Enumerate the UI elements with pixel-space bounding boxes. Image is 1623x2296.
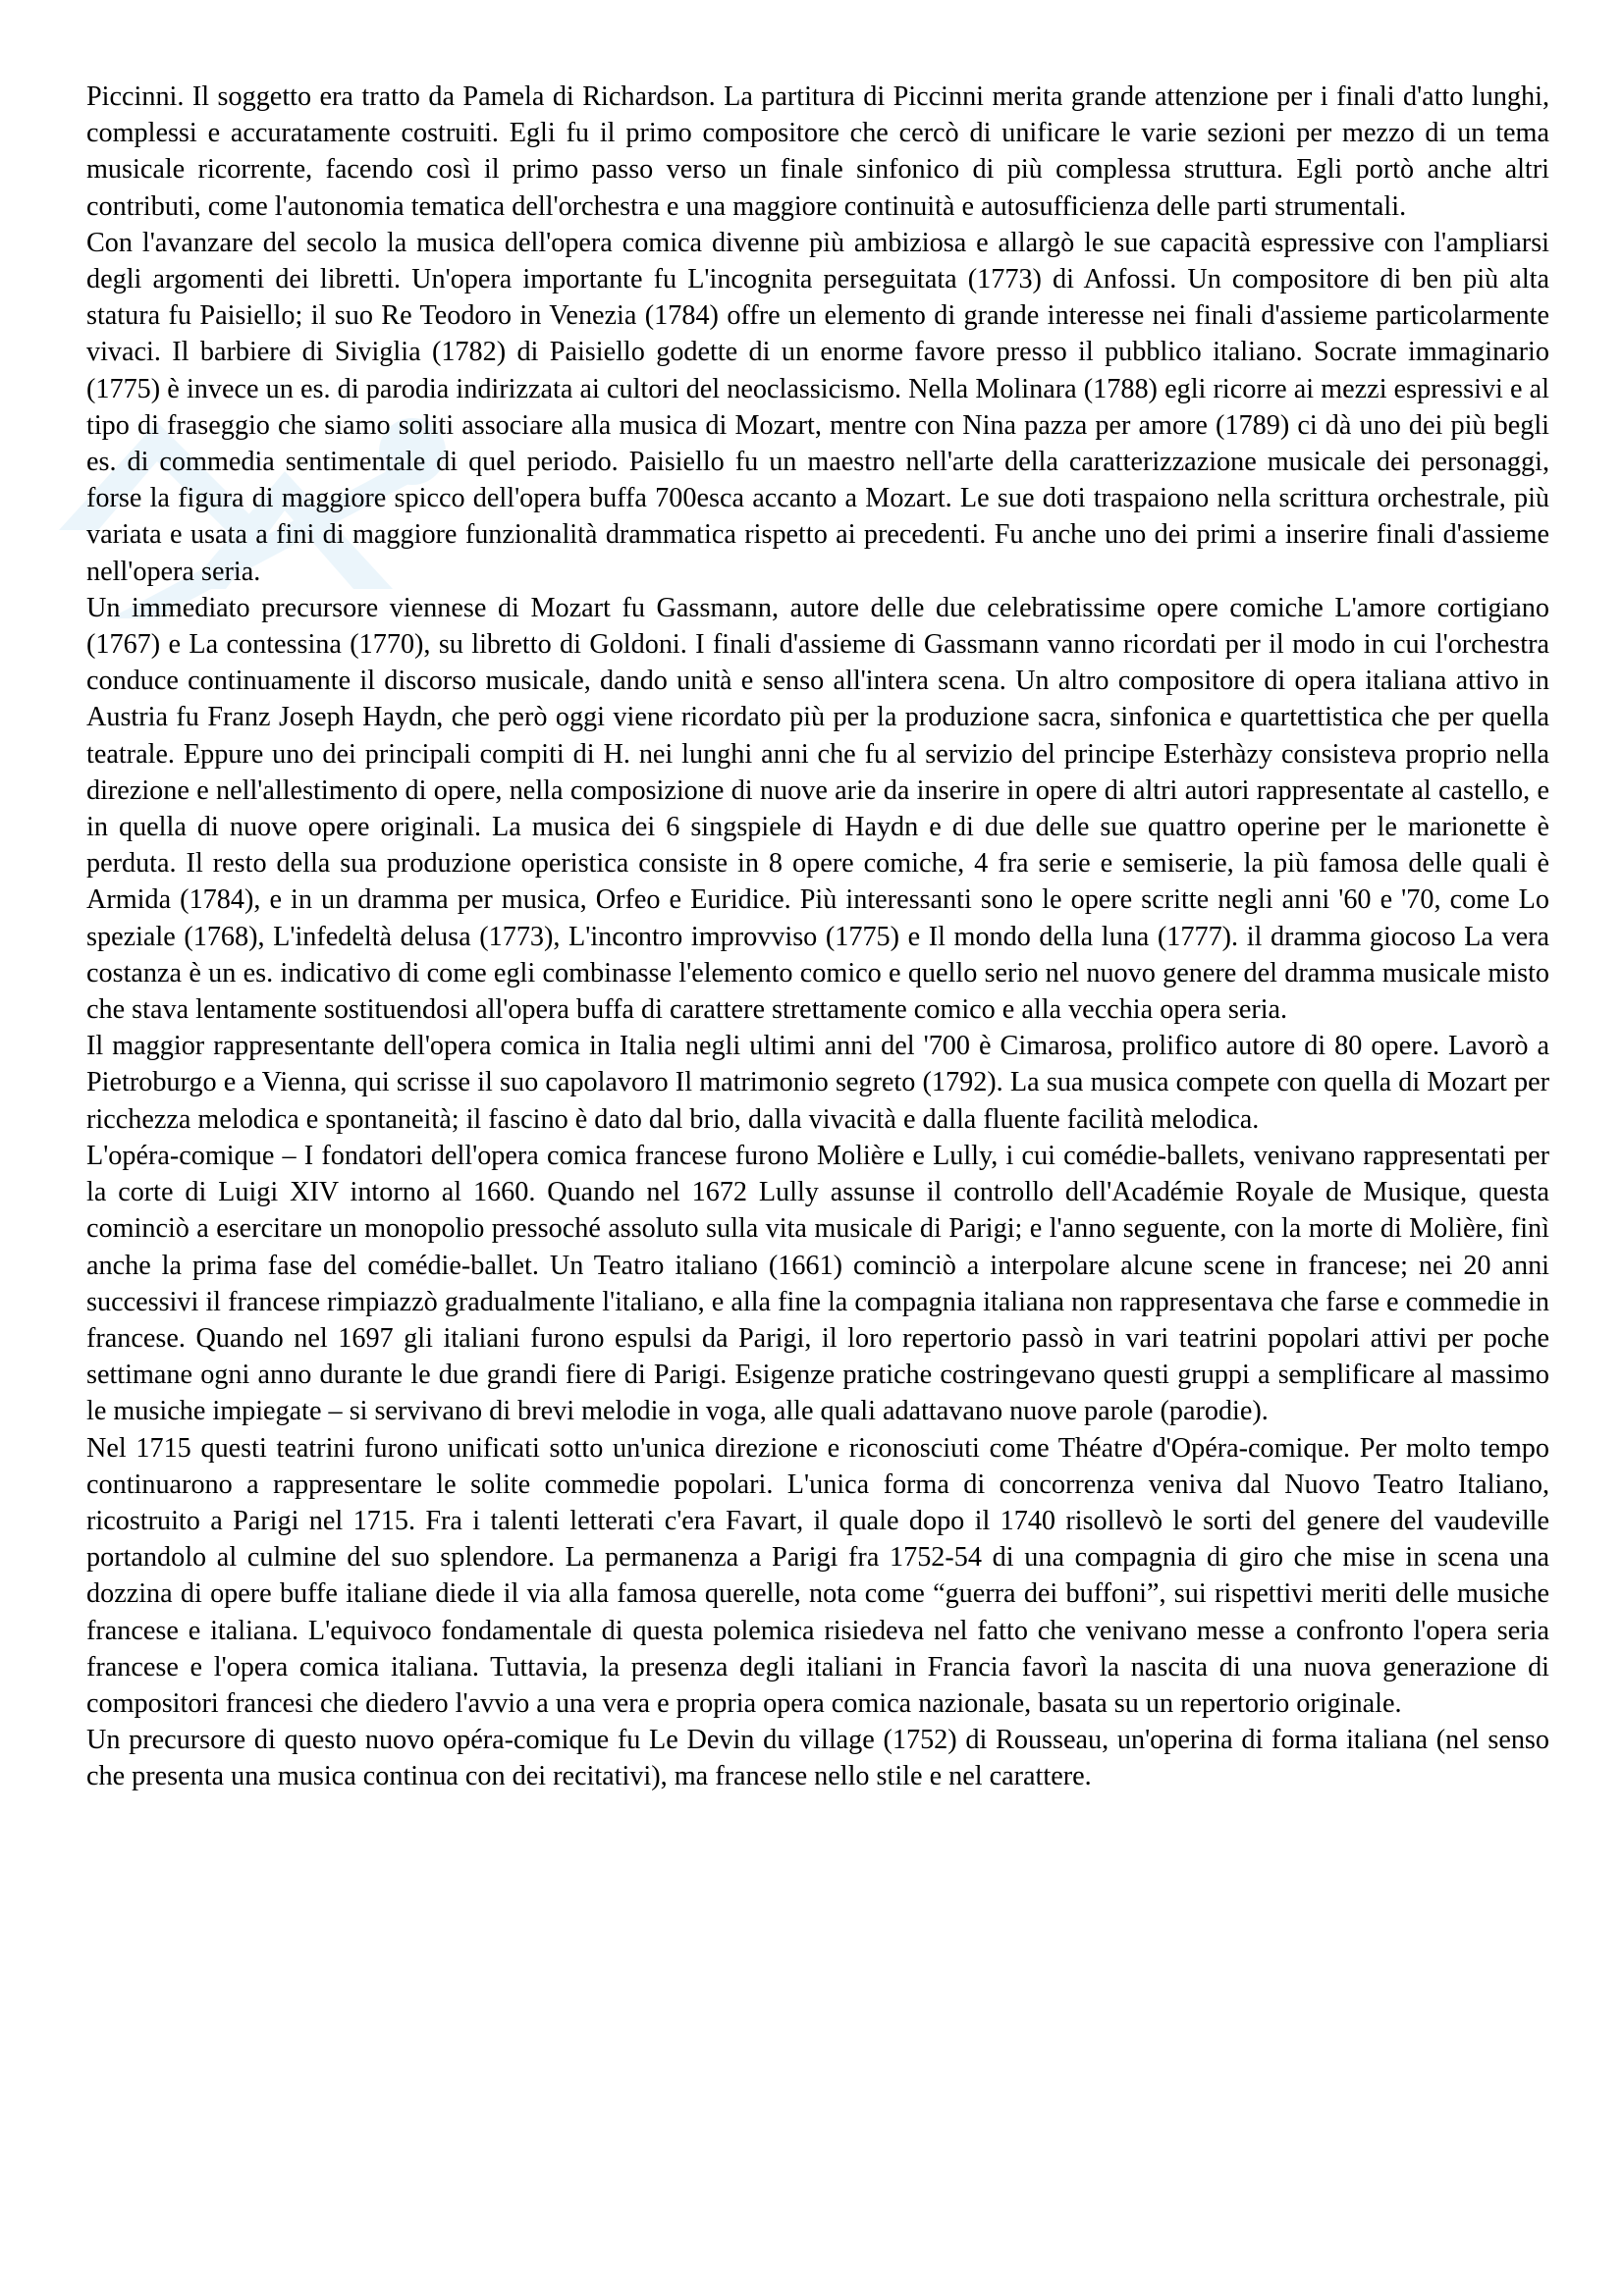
paragraph: L'opéra-comique – I fondatori dell'opera comica francese furono Molière e Lully, i cui comédie-ballets, venivano rappresentati per la corte di Luigi XIV intorno al 1660. Quando nel 1672 Lully assunse il controllo dell'Académie Royale de Musique, questa cominciò a esercitare un monopolio pressoché assoluto sulla vita musicale di Parigi; e l'anno seguente, con la morte di Molière, finì anche la prima fase del comédie-ballet. Un Teatro italiano (1661) cominciò a interpolare alcune scene in francese; nei 20 anni successivi il francese rimpiazzò gradualmente l'italiano, e alla fine la compagnia italiana non rappresentava che farse e commedie in francese. Quando nel 1697 gli italiani furono espulsi da Parigi, il loro repertorio passò in vari teatrini popolari attivi per poche settimane ogni anno durante le due grandi fiere di Parigi. Esigenze pratiche costringevano questi gruppi a semplificare al massimo le musiche impiegate – si servivano di brevi melodie in voga, alle quali adattavano nuove parole (parodie). — [86, 1140, 1549, 1427]
paragraph: Nel 1715 questi teatrini furono unificati sotto un'unica direzione e riconosciuti come Théatre d'Opéra-comique. Per molto tempo continuarono a rappresentare le solite commedie popolari. L'unica forma di concorrenza veniva dal Nuovo Teatro Italiano, ricostruito a Parigi nel 1715. Fra i talenti letterati c'era Favart, il quale dopo il 1740 risollevò le sorti del genere del vaudeville portandolo al culmine del suo splendore. La permanenza a Parigi fra 1752-54 di una compagnia di giro che mise in scena una dozzina di opere buffe italiane diede il via alla famosa querelle, nota come “guerra dei buffoni”, sui rispettivi meriti delle musiche francese e italiana. L'equivoco fondamentale di questa polemica risiedeva nel fatto che venivano messe a confronto l'opera seria francese e l'opera comica italiana. Tuttavia, la presenza degli italiani in Francia favorì la nascita di una nuova generazione di compositori francesi che diedero l'avvio a una vera e propria opera comica nazionale, basata su un repertorio originale. — [86, 1432, 1549, 1719]
document-body — [86, 79, 1549, 1795]
paragraph: Un precursore di questo nuovo opéra-comique fu Le Devin du village (1752) di Rousseau, un'operina di forma italiana (nel senso che presenta una musica continua con dei recitativi), ma francese nello stile e nel carattere. — [86, 1725, 1549, 1792]
paragraph: Con l'avanzare del secolo la musica dell'opera comica divenne più ambiziosa e allargò le sue capacità espressive con l'ampliarsi degli argomenti dei libretti. Un'opera importante fu L'incognita perseguitata (1773) di Anfossi. Un compositore di ben più alta statura fu Paisiello; il suo Re Teodoro in Venezia (1784) offre un elemento di grande interesse nei finali d'assieme particolarmente vivaci. Il barbiere di Siviglia (1782) di Paisiello godette di un enorme favore presso il pubblico italiano. Socrate immaginario (1775) è invece un es. di parodia indirizzata ai cultori del neoclassicismo. Nella Molinara (1788) egli ricorre ai mezzi espressivi e al tipo di fraseggio che siamo soliti associare alla musica di Mozart, mentre con Nina pazza per amore (1789) ci dà uno dei più begli es. di commedia sentimentale di quel periodo. Paisiello fu un maestro nell'arte della caratterizzazione musicale dei personaggi, forse la figura di maggiore spicco dell'opera buffa 700esca accanto a Mozart. Le sue doti traspaiono nella scrittura orchestrale, più variata e usata a fini di maggiore funzionalità drammatica rispetto ai precedenti. Fu anche uno dei primi a inserire finali d'assieme nell'opera seria. — [86, 227, 1549, 587]
paragraph: Il maggior rappresentante dell'opera comica in Italia negli ultimi anni del '700 è Cimarosa, prolifico autore di 80 opere. Lavorò a Pietroburgo e a Vienna, qui scrisse il suo capolavoro Il matrimonio segreto (1792). La sua musica compete con quella di Mozart per ricchezza melodica e spontaneità; il fascino è dato dal brio, dalla vivacità e dalla fluente facilità melodica. — [86, 1031, 1549, 1135]
paragraph: Un immediato precursore viennese di Mozart fu Gassmann, autore delle due celebratissime opere comiche L'amore cortigiano (1767) e La contessina (1770), su libretto di Goldoni. I finali d'assieme di Gassmann vanno ricordati per il modo in cui l'orchestra conduce continuamente il discorso musicale, dando unità e senso all'intera scena. Un altro compositore di opera italiana attivo in Austria fu Franz Joseph Haydn, che però oggi viene ricordato più per la produzione sacra, sinfonica e quartettistica che per quella teatrale. Eppure uno dei principali compiti di H. nei lunghi anni che fu al servizio del principe Esterhàzy consisteva proprio nella direzione e nell'allestimento di opere, nella composizione di nuove arie da inserire in opere di altri autori rappresentate al castello, e in quella di nuove opere originali. La musica dei 6 singspiele di Haydn e di due delle sue quattro operine per le marionette è perduta. Il resto della sua produzione operistica consiste in 8 opere comiche, 4 fra serie e semiserie, la più famosa delle quali è Armida (1784), e in un dramma per musica, Orfeo e Euridice. Più interessanti sono le opere scritte negli anni '60 e '70, come Lo speziale (1768), L'infedeltà delusa (1773), L'incontro improvviso (1775) e Il mondo della luna (1777). il dramma giocoso La vera costanza è un es. indicativo di come egli combinasse l'elemento comico e quello serio nel nuovo genere del dramma musicale misto che stava lentamente sostituendosi all'opera buffa di carattere strettamente comico e alla vecchia opera seria. — [86, 592, 1549, 1026]
paragraph: Piccinni. Il soggetto era tratto da Pamela di Richardson. La partitura di Piccinni merita grande attenzione per i finali d'atto lunghi, complessi e accuratamente costruiti. Egli fu il primo compositore che cercò di unificare le varie sezioni per mezzo di un tema musicale ricorrente, facendo così il primo passo verso un finale sinfonico di più complessa struttura. Egli portò anche altri contributi, come l'autonomia tematica dell'orchestra e una maggiore continuità e autosufficienza delle parti strumentali. — [86, 81, 1549, 222]
